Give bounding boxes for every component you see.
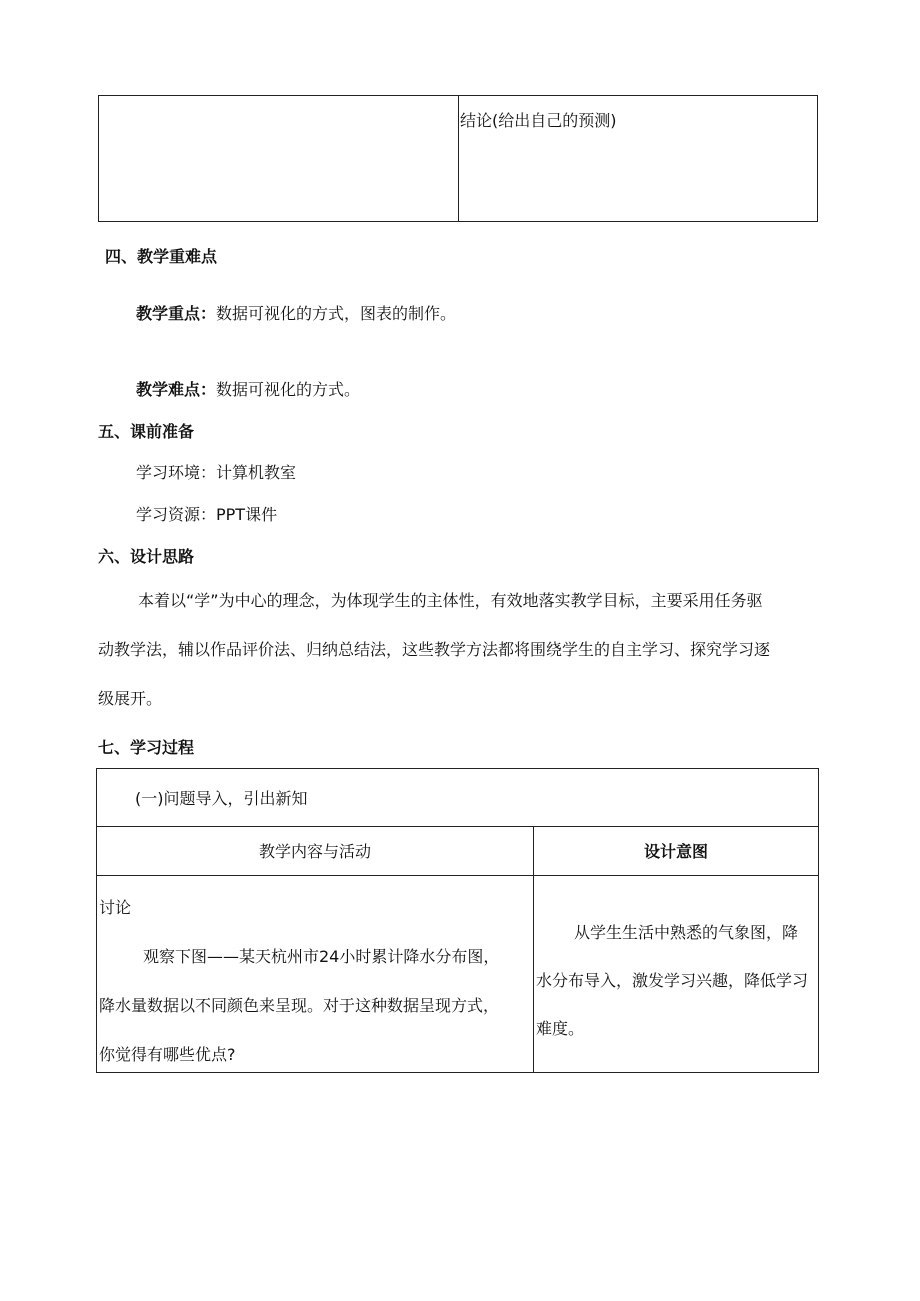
table-column-divider	[458, 96, 459, 221]
conclusion-cell-text: 结论(给出自己的预测)	[460, 111, 617, 130]
teaching-difficulty-label: 教学难点：	[136, 380, 217, 399]
learning-environment: 学习环境：计算机教室	[136, 463, 297, 482]
paragraph-line: 动教学法，辅以作品评价法、归纳总结法，这些教学方法都将围绕学生的自主学习、探究学习逐	[98, 640, 771, 659]
activity-line: 你觉得有哪些优点?	[99, 1045, 236, 1064]
teaching-difficulty-text: 数据可视化的方式。	[216, 380, 361, 399]
intent-line: 从学生生活中熟悉的气象图，降	[574, 923, 799, 942]
table-title: (一)问题导入，引出新知	[135, 789, 308, 808]
column-header-content: 教学内容与活动	[258, 842, 371, 861]
activity-line: 讨论	[99, 898, 132, 917]
design-idea-paragraph	[98, 576, 822, 723]
teaching-key-label: 教学重点：	[136, 304, 217, 323]
learning-process-table	[96, 768, 819, 1073]
intent-line: 难度。	[536, 1019, 585, 1038]
activity-line: 观察下图——某天杭州市24小时累计降水分布图，	[143, 947, 500, 966]
activity-line: 降水量数据以不同颜色来呈现。对于这种数据呈现方式，	[99, 996, 500, 1015]
table-row-divider	[97, 826, 818, 827]
intent-line: 水分布导入，激发学习兴趣，降低学习	[536, 971, 809, 990]
column-header-intent: 设计意图	[643, 842, 708, 861]
teaching-key-text: 数据可视化的方式，图表的制作。	[216, 304, 457, 323]
activity-cell	[99, 895, 531, 1064]
section-heading-5: 五、课前准备	[98, 422, 195, 441]
learning-resources: 学习资源：PPT课件	[136, 505, 278, 524]
section-heading-7: 七、学习过程	[98, 738, 195, 757]
paragraph-line: 本着以“学”为中心的理念，为体现学生的主体性，有效地落实教学目标，主要采用任务驱	[138, 591, 763, 610]
top-table	[98, 95, 818, 222]
section-heading-4: 四、教学重难点	[105, 247, 218, 266]
paragraph-line: 级展开。	[98, 689, 163, 708]
teaching-difficulty-point	[136, 377, 360, 403]
section-heading-6: 六、设计思路	[98, 547, 195, 566]
teaching-key-point	[136, 301, 456, 327]
table-row-divider	[97, 875, 818, 876]
